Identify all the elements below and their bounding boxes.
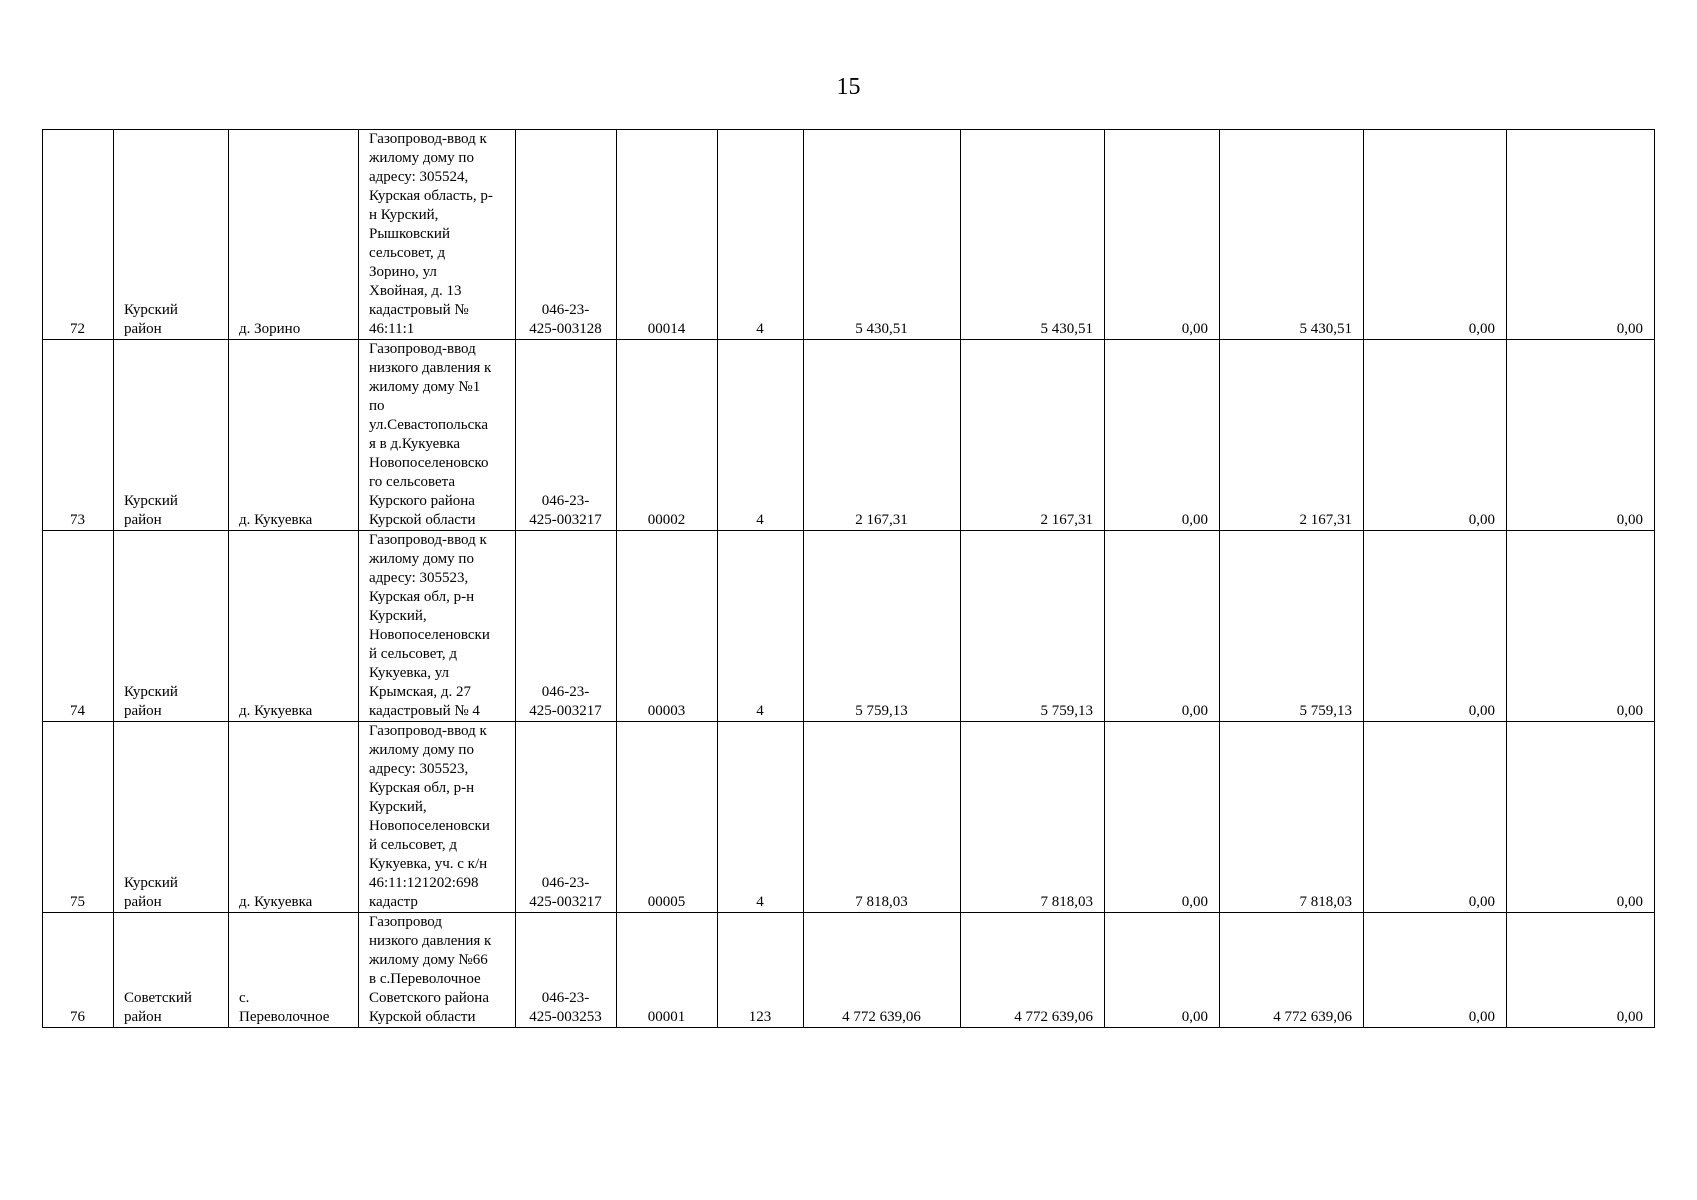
row-number: 73 <box>43 340 114 531</box>
value-cell-1: 2 167,31 <box>804 340 961 531</box>
value-cell-2: 4 772 639,06 <box>961 913 1105 1028</box>
object-description-cell: Газопровод-ввод низкого давления к жилому дому №1 по ул.Севастопольска я в д.Кукуевка Новопоселеновско го сельсовета Курского района Курской области <box>359 340 516 531</box>
value-cell-3: 0,00 <box>1105 130 1220 340</box>
locality-cell: д. Кукуевка <box>229 722 359 913</box>
value-cell-3: 0,00 <box>1105 913 1220 1028</box>
value-cell-1: 5 759,13 <box>804 531 961 722</box>
row-number: 76 <box>43 913 114 1028</box>
table-body <box>43 130 1655 1028</box>
object-description-cell: Газопровод-ввод к жилому дому по адресу: 305524, Курская область, р- н Курский, Рышковский сельсовет, д Зорино, ул Хвойная, д. 13 кадастровый № 46:11:1 <box>359 130 516 340</box>
value-cell-2: 2 167,31 <box>961 340 1105 531</box>
table-row <box>43 130 1655 340</box>
value-cell-1: 5 430,51 <box>804 130 961 340</box>
table-row <box>43 340 1655 531</box>
account-number-cell: 046-23- 425-003217 <box>516 340 617 531</box>
locality-cell: д. Кукуевка <box>229 531 359 722</box>
locality-cell: д. Зорино <box>229 130 359 340</box>
value-cell-2: 5 430,51 <box>961 130 1105 340</box>
value-cell-4: 4 772 639,06 <box>1220 913 1364 1028</box>
value-cell-3: 0,00 <box>1105 340 1220 531</box>
value-cell-5: 0,00 <box>1364 340 1507 531</box>
group-cell: 123 <box>718 913 804 1028</box>
district-cell: Курский район <box>114 130 229 340</box>
value-cell-6: 0,00 <box>1507 340 1655 531</box>
row-number: 72 <box>43 130 114 340</box>
code-cell: 00001 <box>617 913 718 1028</box>
account-number-cell: 046-23- 425-003217 <box>516 722 617 913</box>
district-cell: Курский район <box>114 531 229 722</box>
group-cell: 4 <box>718 130 804 340</box>
value-cell-1: 7 818,03 <box>804 722 961 913</box>
district-cell: Советский район <box>114 913 229 1028</box>
district-cell: Курский район <box>114 722 229 913</box>
value-cell-4: 5 759,13 <box>1220 531 1364 722</box>
table-row <box>43 722 1655 913</box>
object-description-cell: Газопровод-ввод к жилому дому по адресу: 305523, Курская обл, р-н Курский, Новопоселеновски й сельсовет, д Кукуевка, ул Крымская, д. 27 кадастровый № 4 <box>359 531 516 722</box>
value-cell-3: 0,00 <box>1105 722 1220 913</box>
value-cell-6: 0,00 <box>1507 913 1655 1028</box>
asset-register-table <box>42 129 1655 1028</box>
value-cell-5: 0,00 <box>1364 722 1507 913</box>
district-cell: Курский район <box>114 340 229 531</box>
group-cell: 4 <box>718 531 804 722</box>
value-cell-3: 0,00 <box>1105 531 1220 722</box>
code-cell: 00003 <box>617 531 718 722</box>
code-cell: 00005 <box>617 722 718 913</box>
value-cell-5: 0,00 <box>1364 130 1507 340</box>
value-cell-4: 7 818,03 <box>1220 722 1364 913</box>
code-cell: 00014 <box>617 130 718 340</box>
value-cell-2: 5 759,13 <box>961 531 1105 722</box>
object-description-cell: Газопровод низкого давления к жилому дому №66 в с.Переволочное Советского района Курской области <box>359 913 516 1028</box>
group-cell: 4 <box>718 722 804 913</box>
object-description-cell: Газопровод-ввод к жилому дому по адресу: 305523, Курская обл, р-н Курский, Новопоселеновски й сельсовет, д Кукуевка, уч. с к/н 46:11:121202:698 кадастр <box>359 722 516 913</box>
table-row <box>43 913 1655 1028</box>
value-cell-2: 7 818,03 <box>961 722 1105 913</box>
value-cell-5: 0,00 <box>1364 531 1507 722</box>
value-cell-5: 0,00 <box>1364 913 1507 1028</box>
group-cell: 4 <box>718 340 804 531</box>
locality-cell: д. Кукуевка <box>229 340 359 531</box>
value-cell-6: 0,00 <box>1507 130 1655 340</box>
value-cell-6: 0,00 <box>1507 531 1655 722</box>
account-number-cell: 046-23- 425-003128 <box>516 130 617 340</box>
value-cell-6: 0,00 <box>1507 722 1655 913</box>
page-number: 15 <box>836 74 861 100</box>
locality-cell: с. Переволочное <box>229 913 359 1028</box>
table-row <box>43 531 1655 722</box>
value-cell-4: 2 167,31 <box>1220 340 1364 531</box>
account-number-cell: 046-23- 425-003217 <box>516 531 617 722</box>
row-number: 74 <box>43 531 114 722</box>
code-cell: 00002 <box>617 340 718 531</box>
account-number-cell: 046-23- 425-003253 <box>516 913 617 1028</box>
value-cell-4: 5 430,51 <box>1220 130 1364 340</box>
row-number: 75 <box>43 722 114 913</box>
value-cell-1: 4 772 639,06 <box>804 913 961 1028</box>
